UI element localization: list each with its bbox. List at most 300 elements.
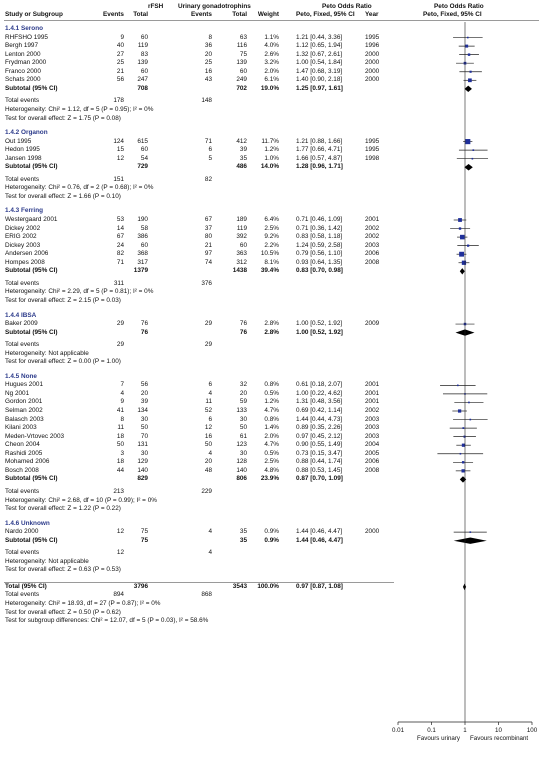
heterogeneity-text: Heterogeneity: Chi² = 2.68, df = 10 (P = 0.99); I² = 0%	[5, 496, 157, 504]
study-total2: 119	[236, 224, 247, 232]
overall-effect-text: Test for overall effect: Z = 1.75 (P = 0.08)	[5, 114, 121, 122]
study-events2: 48	[204, 466, 212, 474]
study-events1: 44	[116, 466, 124, 474]
study-total1: 190	[137, 216, 148, 223]
study-total1: 58	[140, 224, 148, 232]
study-name: ERIG 2002	[5, 233, 37, 241]
study-ci: 1.44 [0.46, 4.47]	[296, 528, 343, 536]
subgroup-title: 1.4.3 Ferring	[5, 207, 44, 215]
study-4-9-point	[462, 461, 464, 463]
favours-left-label: Favours urinary	[417, 735, 460, 742]
total-weight: 100.0%	[257, 582, 279, 590]
study-events2: 16	[204, 67, 212, 75]
study-1-0-point	[465, 139, 470, 144]
study-events1: 15	[116, 146, 124, 154]
study-total2: 61	[239, 432, 247, 440]
study-total2: 133	[236, 407, 247, 414]
study-total1: 317	[137, 258, 148, 266]
study-events2: 52	[204, 407, 212, 414]
study-total1: 50	[140, 424, 148, 432]
study-year: 2002	[365, 407, 380, 414]
axis-tick-label: 0.01	[391, 727, 405, 734]
study-name: Rashidi 2005	[5, 449, 43, 457]
heterogeneity-text: Heterogeneity: Not applicable	[5, 557, 89, 565]
study-events2: 97	[204, 250, 212, 258]
study-total1: 129	[137, 458, 148, 466]
study-name: Dickey 2002	[5, 224, 41, 232]
total-events2: 148	[201, 97, 212, 105]
study-year: 1995	[365, 146, 380, 154]
study-ci: 1.21 [0.88, 1.66]	[296, 137, 343, 145]
study-events1: 14	[116, 224, 124, 232]
study-total1: 83	[140, 50, 148, 58]
method-header: Peto, Fixed, 95% CI	[296, 11, 355, 18]
subtotal-2-diamond	[460, 268, 465, 274]
study-events2: 21	[204, 241, 212, 249]
total-events1: 213	[113, 487, 124, 495]
study-name: Nardo 2000	[5, 528, 39, 536]
study-name: Out 1995	[5, 137, 32, 145]
axis-tick-label: 0.1	[427, 727, 436, 734]
subtotal-label: Subtotal (95% CI)	[5, 84, 58, 92]
subtotal-total1: 729	[137, 163, 148, 171]
study-name: Hompes 2008	[5, 258, 45, 266]
study-weight: 4.8%	[264, 466, 279, 474]
study-events1: 50	[116, 441, 124, 449]
study-year: 2002	[365, 233, 380, 241]
study-events2: 11	[205, 398, 212, 406]
study-total2: 140	[236, 466, 247, 474]
total-events-label: Total events	[5, 175, 40, 183]
study-0-2-point	[468, 53, 470, 55]
study-total1: 386	[137, 233, 148, 241]
study-total1: 60	[140, 241, 148, 249]
study-0-1-point	[465, 45, 468, 48]
study-events2: 67	[204, 216, 212, 223]
subtotal-ci: 0.87 [0.70, 1.09]	[296, 475, 343, 483]
study-col-header: Study or Subgroup	[5, 11, 63, 18]
study-name: Mohamed 2006	[5, 458, 50, 466]
study-weight: 0.5%	[264, 389, 279, 397]
grand-total-events1: 894	[113, 591, 124, 599]
study-name: Andersen 2006	[5, 250, 49, 258]
study-weight: 1.2%	[264, 398, 279, 406]
subgroup-title: 1.4.2 Organon	[5, 129, 48, 137]
study-total1: 20	[140, 389, 148, 397]
study-events1: 9	[120, 33, 124, 41]
study-weight: 1.1%	[264, 33, 279, 41]
total-events2: 29	[204, 341, 212, 349]
study-events2: 12	[204, 424, 212, 432]
subtotal-weight: 14.0%	[260, 163, 279, 171]
grand-heterogeneity: Heterogeneity: Chi² = 18.93, df = 27 (P = 0.87); I² = 0%	[5, 600, 161, 607]
study-total2: 392	[236, 233, 247, 241]
study-events2: 6	[208, 381, 212, 389]
study-ci: 0.61 [0.18, 2.07]	[296, 381, 343, 389]
study-total1: 75	[140, 528, 148, 536]
overall-effect-text: Test for overall effect: Z = 1.66 (P = 0.10)	[5, 192, 121, 200]
subtotal-ci: 1.28 [0.96, 1.71]	[296, 163, 343, 171]
study-events1: 124	[113, 137, 124, 145]
study-total2: 412	[236, 137, 247, 145]
study-ci: 1.40 [0.90, 2.18]	[296, 76, 343, 84]
subgroup-title: 1.4.4 IBSA	[5, 311, 37, 319]
study-total2: 30	[239, 415, 247, 423]
study-events2: 4	[208, 449, 212, 457]
study-year: 2000	[365, 59, 380, 67]
study-events2: 50	[204, 441, 212, 449]
study-events1: 25	[116, 59, 124, 67]
axis-tick-label: 10	[495, 727, 502, 734]
study-total1: 30	[140, 449, 148, 457]
study-name: Selman 2002	[5, 407, 43, 414]
study-year: 2001	[365, 389, 380, 397]
study-total1: 56	[140, 381, 148, 389]
total-events2: 4	[208, 549, 212, 557]
study-events1: 18	[116, 458, 124, 466]
study-year: 2006	[365, 458, 380, 466]
subtotal-weight: 0.9%	[264, 536, 279, 544]
study-ci: 0.93 [0.64, 1.35]	[296, 258, 343, 266]
total-total1: 3796	[133, 582, 148, 590]
subgroup-title: 1.4.1 Serono	[5, 25, 44, 32]
subtotal-total2: 1438	[232, 267, 247, 275]
study-name: Hedon 1995	[5, 146, 40, 154]
study-events2: 6	[208, 415, 212, 423]
total-events-label: Total events	[5, 549, 40, 557]
study-events2: 29	[204, 320, 212, 328]
study-total1: 139	[137, 59, 148, 67]
group2-header: Urinary gonadotrophins	[178, 3, 251, 10]
study-events1: 4	[120, 389, 124, 397]
study-1-1-point	[472, 149, 474, 151]
study-year: 2000	[365, 76, 380, 84]
study-weight: 9.2%	[264, 233, 279, 241]
study-weight: 2.5%	[264, 458, 279, 466]
subtotal-label: Subtotal (95% CI)	[5, 163, 58, 171]
overall-diamond	[463, 584, 466, 591]
study-total1: 60	[140, 67, 148, 75]
study-total2: 35	[239, 154, 247, 162]
heterogeneity-text: Heterogeneity: Chi² = 1.12, df = 5 (P = 0.95); I² = 0%	[5, 105, 154, 113]
total-events1: 311	[113, 279, 124, 287]
study-total1: 119	[137, 42, 148, 50]
study-ci: 1.24 [0.59, 2.58]	[296, 241, 343, 249]
study-weight: 11.7%	[261, 137, 279, 145]
study-ci: 0.89 [0.35, 2.26]	[296, 424, 343, 432]
study-total2: 30	[239, 449, 247, 457]
study-events1: 12	[116, 528, 124, 536]
subtotal-weight: 39.4%	[260, 267, 279, 275]
study-4-3-point	[458, 409, 461, 412]
study-total1: 140	[137, 466, 148, 474]
study-events1: 11	[117, 424, 124, 432]
study-year: 2001	[365, 381, 380, 389]
study-total1: 60	[140, 33, 148, 41]
subtotal-0-diamond	[465, 86, 472, 92]
study-ci: 1.32 [0.67, 2.61]	[296, 50, 343, 58]
study-4-8-point	[460, 453, 462, 455]
study-ci: 1.47 [0.68, 3.19]	[296, 67, 343, 75]
study-name: Cheon 2004	[5, 441, 40, 449]
study-total1: 30	[140, 415, 148, 423]
study-weight: 3.2%	[264, 59, 279, 67]
subtotal-total2: 35	[239, 536, 247, 544]
study-events2: 8	[208, 33, 212, 41]
favours-right-label: Favours recombinant	[470, 735, 529, 742]
study-events1: 71	[116, 258, 124, 266]
study-total2: 363	[236, 250, 247, 258]
study-year: 2000	[365, 50, 380, 58]
subtotal-total1: 75	[140, 536, 148, 544]
study-name: Gordon 2001	[5, 398, 43, 406]
subtotal-ci: 1.25 [0.97, 1.61]	[296, 84, 343, 92]
total-events-label: Total events	[5, 279, 40, 287]
study-ci: 1.00 [0.54, 1.84]	[296, 59, 343, 67]
study-total2: 128	[236, 458, 247, 466]
study-name: Dickey 2003	[5, 241, 41, 249]
study-weight: 0.5%	[264, 449, 279, 457]
subgroup-differences: Test for subgroup differences: Chi² = 12.07, df = 5 (P = 0.03), I² = 58.6%	[5, 617, 209, 625]
study-events1: 41	[116, 407, 124, 414]
study-total2: 39	[239, 146, 247, 154]
study-ci: 0.88 [0.44, 1.74]	[296, 458, 343, 466]
study-total2: 76	[239, 320, 247, 328]
study-total2: 60	[239, 67, 247, 75]
subtotal-5-diamond	[454, 538, 487, 544]
subtotal-total1: 76	[140, 328, 148, 336]
study-total1: 76	[140, 320, 148, 328]
study-name: Balasch 2003	[5, 415, 44, 423]
study-4-2-point	[468, 402, 470, 404]
study-total1: 131	[137, 441, 148, 449]
study-weight: 0.9%	[264, 528, 279, 536]
study-weight: 1.2%	[264, 146, 279, 154]
study-total1: 70	[140, 432, 148, 440]
study-year: 2008	[365, 258, 380, 266]
subtotal-label: Subtotal (95% CI)	[5, 475, 58, 483]
study-events1: 7	[120, 381, 124, 389]
study-weight: 2.6%	[264, 50, 279, 58]
study-events1: 40	[116, 42, 124, 50]
study-year: 2003	[365, 415, 380, 423]
study-name: Westergaard 2001	[5, 216, 58, 223]
study-name: Bergh 1997	[5, 42, 39, 50]
study-ci: 0.79 [0.56, 1.10]	[296, 250, 343, 258]
study-name: Frydman 2000	[5, 59, 47, 67]
axis-tick-label: 1	[463, 727, 467, 734]
study-total1: 615	[137, 137, 148, 145]
study-events2: 6	[208, 146, 212, 154]
study-weight: 4.7%	[264, 407, 279, 414]
study-events2: 4	[208, 389, 212, 397]
grand-overall-effect: Test for overall effect: Z = 0.50 (P = 0.62)	[5, 608, 121, 616]
study-events1: 9	[120, 398, 124, 406]
study-total2: 50	[239, 424, 247, 432]
effect-header: Peto Odds Ratio	[322, 3, 372, 10]
heterogeneity-text: Heterogeneity: Chi² = 2.29, df = 5 (P = 0.81); I² = 0%	[5, 288, 154, 296]
total-events2: 229	[201, 487, 212, 495]
subgroup-title: 1.4.6 Unknown	[5, 519, 50, 527]
study-events1: 56	[116, 76, 124, 84]
study-events2: 43	[204, 76, 212, 84]
subtotal-total2: 702	[236, 84, 247, 92]
study-total2: 116	[236, 42, 247, 50]
study-events1: 18	[116, 432, 124, 440]
study-total1: 368	[137, 250, 148, 258]
subgroup-title: 1.4.5 None	[5, 372, 37, 380]
study-weight: 4.7%	[264, 441, 279, 449]
study-events1: 27	[116, 50, 124, 58]
study-year: 1996	[365, 42, 380, 50]
total-events1: 12	[116, 549, 124, 557]
study-4-10-point	[461, 469, 464, 472]
total1-header: Total	[133, 11, 148, 18]
total-ci: 0.97 [0.87, 1.08]	[296, 582, 343, 590]
heterogeneity-text: Heterogeneity: Chi² = 0.76, df = 2 (P = 0.68); I² = 0%	[5, 184, 154, 192]
study-weight: 6.4%	[264, 216, 279, 223]
study-events2: 20	[204, 458, 212, 466]
study-total1: 134	[137, 407, 148, 414]
study-year: 2002	[365, 224, 380, 232]
study-weight: 8.1%	[264, 258, 279, 266]
group1-header: rFSH	[148, 3, 164, 10]
subtotal-ci: 0.83 [0.70, 0.98]	[296, 267, 343, 275]
axis-tick-label: 100	[526, 727, 538, 734]
study-year: 2001	[365, 398, 380, 406]
study-year: 2004	[365, 441, 380, 449]
study-ci: 0.83 [0.58, 1.18]	[296, 233, 343, 241]
overall-effect-text: Test for overall effect: Z = 1.22 (P = 0.22)	[5, 505, 121, 513]
events1-header: Events	[103, 11, 124, 18]
subtotal-total1: 708	[137, 84, 148, 92]
study-total2: 35	[239, 528, 247, 536]
study-events2: 16	[204, 432, 212, 440]
total-events-label: Total events	[5, 97, 40, 105]
study-total2: 60	[239, 241, 247, 249]
study-weight: 2.8%	[264, 320, 279, 328]
study-name: Bosch 2008	[5, 466, 39, 474]
study-0-5-point	[468, 78, 472, 82]
study-weight: 1.0%	[264, 154, 279, 162]
subtotal-weight: 23.9%	[260, 475, 279, 483]
subtotal-weight: 2.8%	[264, 328, 279, 336]
study-ci: 1.77 [0.66, 4.71]	[296, 146, 343, 154]
heterogeneity-text: Heterogeneity: Not applicable	[5, 349, 89, 357]
study-ci: 1.21 [0.44, 3.36]	[296, 33, 343, 41]
overall-effect-text: Test for overall effect: Z = 2.15 (P = 0.03)	[5, 296, 121, 304]
study-ci: 0.90 [0.55, 1.49]	[296, 441, 343, 449]
study-4-0-point	[457, 385, 459, 387]
subtotal-ci: 1.00 [0.52, 1.92]	[296, 328, 343, 336]
study-4-5-point	[462, 427, 464, 429]
year-header: Year	[365, 11, 379, 18]
plot-method-header: Peto, Fixed, 95% CI	[423, 11, 482, 18]
study-name: Schats 2000	[5, 76, 41, 84]
total-events1: 151	[113, 175, 124, 183]
overall-effect-text: Test for overall effect: Z = 0.00 (P = 1.00)	[5, 358, 121, 366]
subtotal-label: Subtotal (95% CI)	[5, 536, 58, 544]
study-0-0-point	[467, 37, 469, 39]
study-events2: 37	[204, 224, 212, 232]
subtotal-total2: 76	[239, 328, 247, 336]
subtotal-total1: 829	[137, 475, 148, 483]
study-events1: 12	[116, 154, 124, 162]
overall-effect-text: Test for overall effect: Z = 0.63 (P = 0.53)	[5, 566, 121, 574]
study-2-3-point	[467, 245, 469, 247]
study-total2: 75	[239, 50, 247, 58]
study-2-4-point	[459, 252, 464, 257]
study-year: 2000	[365, 528, 380, 536]
plot-header: Peto Odds Ratio	[434, 3, 484, 10]
study-year: 2008	[365, 466, 380, 474]
study-2-1-point	[459, 227, 461, 229]
study-ci: 0.97 [0.45, 2.12]	[296, 432, 343, 440]
study-ci: 1.31 [0.48, 3.56]	[296, 398, 343, 406]
study-ci: 1.66 [0.57, 4.87]	[296, 154, 343, 162]
study-year: 2005	[365, 449, 380, 457]
study-year: 1995	[365, 33, 380, 41]
study-events2: 25	[204, 59, 212, 67]
subtotal-ci: 1.44 [0.46, 4.47]	[296, 536, 343, 544]
study-ci: 0.73 [0.15, 3.47]	[296, 449, 343, 457]
study-name: RHFSHO 1995	[5, 33, 48, 41]
grand-total-events2: 868	[201, 591, 212, 599]
study-total2: 139	[236, 59, 247, 67]
study-total2: 189	[236, 216, 247, 223]
study-events2: 20	[204, 50, 212, 58]
study-total2: 20	[239, 389, 247, 397]
study-total2: 312	[236, 258, 247, 266]
study-weight: 2.0%	[264, 67, 279, 75]
study-2-2-point	[460, 235, 465, 240]
study-events1: 29	[116, 320, 124, 328]
subtotal-label: Subtotal (95% CI)	[5, 267, 58, 275]
study-year: 1998	[365, 154, 380, 162]
subtotal-total2: 806	[236, 475, 247, 483]
study-total1: 39	[140, 398, 148, 406]
study-events1: 21	[116, 67, 124, 75]
study-year: 2000	[365, 67, 380, 75]
study-weight: 6.1%	[264, 76, 279, 84]
subtotal-1-diamond	[464, 164, 472, 170]
study-name: Baker 2009	[5, 320, 38, 328]
study-weight: 0.8%	[264, 415, 279, 423]
total-events2: 376	[201, 279, 212, 287]
total2-header: Total	[232, 11, 247, 18]
grand-total-events-label: Total events	[5, 591, 40, 599]
study-5-0-point	[470, 531, 472, 533]
study-ci: 0.69 [0.42, 1.14]	[296, 407, 343, 414]
study-events2: 80	[204, 233, 212, 241]
total-label: Total (95% CI)	[5, 582, 47, 590]
study-ci: 0.88 [0.53, 1.45]	[296, 466, 343, 474]
study-events2: 4	[208, 528, 212, 536]
study-name: Jansen 1998	[5, 154, 42, 162]
total-events-label: Total events	[5, 487, 40, 495]
study-events1: 3	[120, 449, 124, 457]
study-name: Lenton 2000	[5, 50, 41, 58]
study-events1: 82	[116, 250, 124, 258]
study-name: Ng 2001	[5, 389, 30, 397]
study-ci: 1.44 [0.44, 4.73]	[296, 415, 343, 423]
events2-header: Events	[191, 11, 212, 18]
study-0-4-point	[470, 71, 472, 73]
study-total2: 249	[236, 76, 247, 84]
study-name: Franco 2000	[5, 67, 41, 75]
study-weight: 2.0%	[264, 432, 279, 440]
total-total2: 3543	[232, 582, 247, 590]
